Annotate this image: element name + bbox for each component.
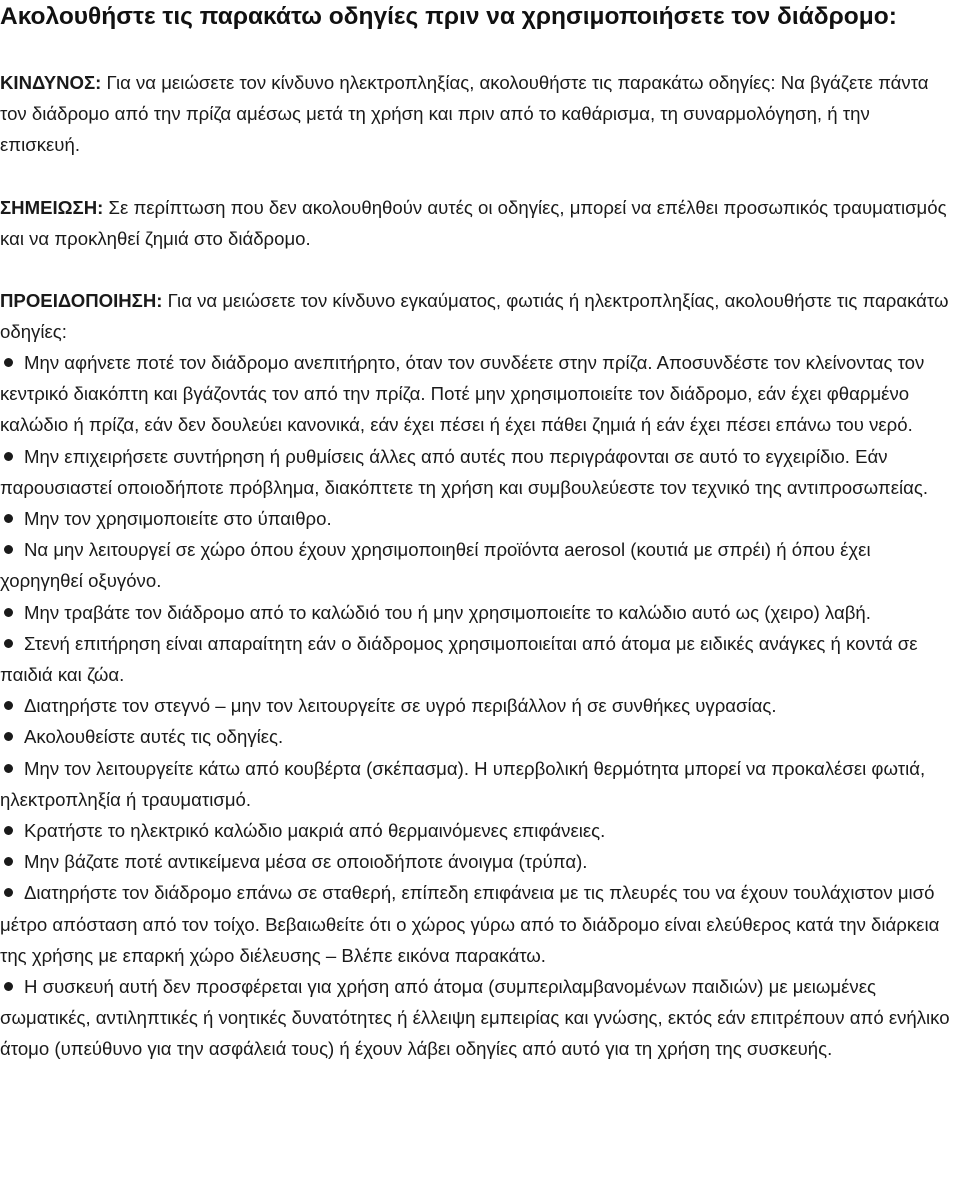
list-item-text: Μην τραβάτε τον διάδρομο από το καλώδιό του ή μην χρησιμοποιείτε το καλώδιο αυτό ως (χειρο) λαβή. bbox=[24, 601, 871, 623]
bullet-icon bbox=[4, 639, 13, 648]
bullet-icon bbox=[4, 982, 13, 991]
bullet-icon bbox=[4, 545, 13, 554]
warning-text: Για να μειώσετε τον κίνδυνο εγκαύματος, φωτιάς ή ηλεκτροπληξίας, ακολουθήστε τις παρακάτω οδηγίες: bbox=[0, 290, 949, 343]
list-item-text: Η συσκευή αυτή δεν προσφέρεται για χρήση από άτομα (συμπεριλαμβανομένων παιδιών) με μειωμένες σωματικές, αντιληπτικές ή νοητικές δυνατότητες ή έλλειψη εμπειρίας και γνώσης, εκτός εάν επιτρέπουν από ενήλικο άτομο (υπεύθυνο για την ασφάλειά τους) ή έχουν λάβει οδηγίες από αυτό για τη χρήση της συσκευής. bbox=[0, 976, 950, 1060]
bullet-icon bbox=[4, 358, 13, 367]
list-item-text: Ακολουθείστε αυτές τις οδηγίες. bbox=[24, 726, 284, 748]
list-item-text: Μην βάζατε ποτέ αντικείμενα μέσα σε οποιοδήποτε άνοιγμα (τρύπα). bbox=[24, 851, 588, 873]
list-item-text: Στενή επιτήρηση είναι απαραίτητη εάν ο διάδρομος χρησιμοποιείται από άτομα με ειδικές ανάγκες ή κοντά σε παιδιά και ζώα. bbox=[0, 632, 918, 686]
note-label: ΣΗΜΕΙΩΣΗ: bbox=[0, 197, 104, 218]
list-item-text: Διατηρήστε τον στεγνό – μην τον λειτουργείτε σε υγρό περιβάλλον ή σε συνθήκες υγρασίας. bbox=[24, 695, 777, 717]
bullet-icon bbox=[4, 701, 13, 710]
list-item bbox=[0, 441, 952, 503]
bullet-icon bbox=[4, 608, 13, 617]
list-item-text: Κρατήστε το ηλεκτρικό καλώδιο μακριά από θερμαινόμενες επιφάνειες. bbox=[24, 820, 606, 842]
list-item-text: Μην τον λειτουργείτε κάτω από κουβέρτα (σκέπασμα). Η υπερβολική θερμότητα μπορεί να προκαλέσει φωτιά, ηλεκτροπληξία ή τραυματισμό. bbox=[0, 757, 926, 810]
danger-label: ΚΙΝΔΥΝΟΣ: bbox=[0, 72, 102, 93]
list-item bbox=[0, 815, 952, 846]
bullet-icon bbox=[4, 732, 13, 741]
bullet-icon bbox=[4, 826, 13, 835]
bullet-icon bbox=[4, 888, 13, 897]
warning-bullet-list bbox=[0, 347, 952, 1065]
bullet-icon bbox=[4, 452, 13, 461]
list-item bbox=[0, 753, 952, 815]
bullet-icon bbox=[4, 514, 13, 523]
list-item bbox=[0, 846, 952, 877]
danger-text: Για να μειώσετε τον κίνδυνο ηλεκτροπληξίας, ακολουθήστε τις παρακάτω οδηγίες: Να βγάζετε πάντα τον διάδρομο από την πρίζα αμέσως μετά τη χρήση και πριν από το καθάρισμα, τη συναρμολόγηση, ή την επισκευή. bbox=[0, 72, 929, 156]
list-item bbox=[0, 721, 952, 752]
list-item bbox=[0, 877, 952, 971]
list-item-text: Διατηρήστε τον διάδρομο επάνω σε σταθερή, επίπεδη επιφάνεια με τις πλευρές του να έχουν τουλάχιστον μισό μέτρο απόσταση από τον τοίχο. Βεβαιωθείτε ότι ο χώρος γύρω από το διάδρομο είναι ελεύθερος κατά την διάρκεια της χρήσης με επαρκή χώρο διέλευσης – Βλέπε εικόνα παρακάτω. bbox=[0, 882, 940, 966]
list-item bbox=[0, 534, 952, 596]
list-item bbox=[0, 690, 952, 721]
list-item bbox=[0, 597, 952, 628]
list-item-text: Μην αφήνετε ποτέ τον διάδρομο ανεπιτήρητο, όταν τον συνδέετε στην πρίζα. Αποσυνδέστε τον κλείνοντας τον κεντρικό διακόπτη και βγάζοντάς τον από την πρίζα. Ποτέ μην χρησιμοποιείτε τον διάδρομο, εάν έχει φθαρμένο καλώδιο ή πρίζα, εάν δεν δουλεύει κανονικά, εάν έχει πέσει ή έχει πάθει ζημιά ή εάν έχει πέσει επάνω του νερό. bbox=[0, 352, 925, 436]
page-title: Ακολουθήστε τις παρακάτω οδηγίες πριν να χρησιμοποιήσετε τον διάδρομο: bbox=[0, 3, 897, 30]
list-item-text: Να μην λειτουργεί σε χώρο όπου έχουν χρησιμοποιηθεί προϊόντα aerosol (κουτιά με σπρέι) ή όπου έχει χορηγηθεί οξυγόνο. bbox=[0, 539, 871, 592]
list-item bbox=[0, 347, 952, 441]
bullet-icon bbox=[4, 764, 13, 773]
note-text: Σε περίπτωση που δεν ακολουθηθούν αυτές οι οδηγίες, μπορεί να επέλθει προσωπικός τραυματισμός και να προκληθεί ζημιά στο διάδρομο. bbox=[0, 197, 947, 250]
list-item bbox=[0, 628, 952, 690]
list-item bbox=[0, 971, 952, 1065]
list-item-text: Μην επιχειρήσετε συντήρηση ή ρυθμίσεις άλλες από αυτές που περιγράφονται σε αυτό το εγχειρίδιο. Εάν παρουσιαστεί οποιοδήποτε πρόβλημα, διακόπτετε τη χρήση και συμβουλεύεστε τον τεχνικό της αντιπροσωπείας. bbox=[0, 445, 928, 498]
warning-paragraph bbox=[0, 285, 952, 347]
warning-label: ΠΡΟΕΙΔΟΠΟΙΗΣΗ: bbox=[0, 290, 163, 311]
list-item bbox=[0, 503, 952, 534]
bullet-icon bbox=[4, 857, 13, 866]
danger-paragraph bbox=[0, 67, 952, 161]
note-paragraph bbox=[0, 192, 952, 254]
list-item-text: Μην τον χρησιμοποιείτε στο ύπαιθρο. bbox=[24, 508, 332, 530]
